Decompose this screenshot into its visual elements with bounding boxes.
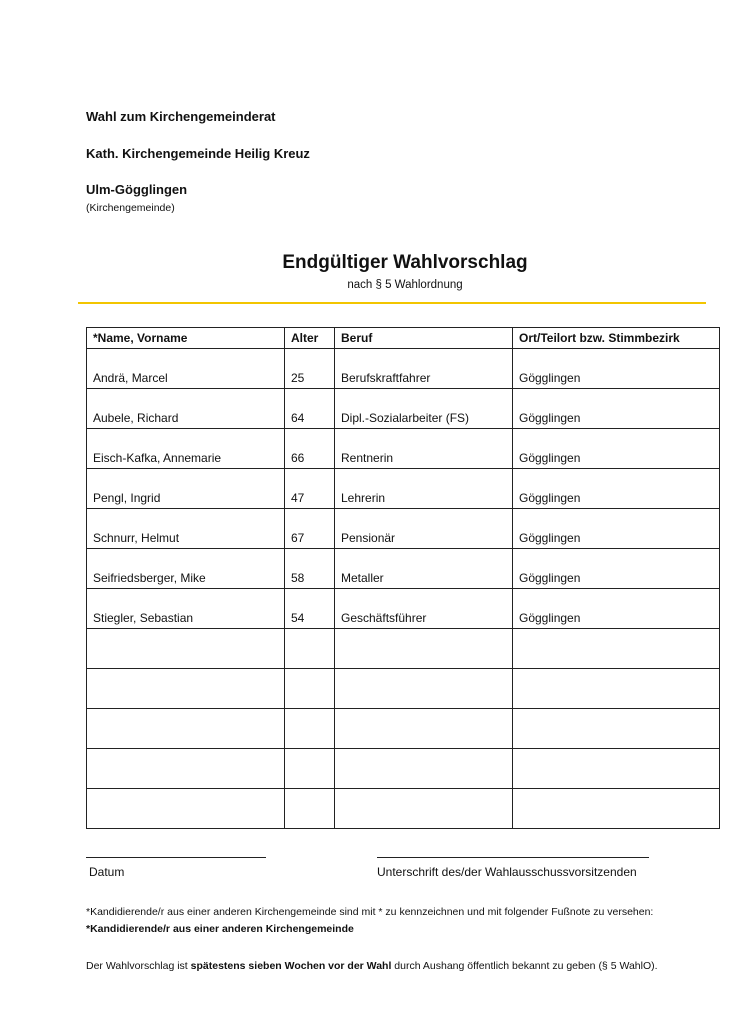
- cell-profession: [335, 669, 513, 709]
- cell-district: Gögglingen: [513, 509, 720, 549]
- cell-age: 66: [285, 429, 335, 469]
- table-row: [87, 509, 720, 549]
- cell-district: [513, 709, 720, 749]
- accent-rule: [78, 302, 706, 304]
- footnote-publication-deadline: spätestens sieben Wochen vor der Wahl: [190, 960, 392, 972]
- cell-age: 58: [285, 549, 335, 589]
- header-line-election: Wahl zum Kirchengemeinderat: [86, 109, 276, 124]
- footnote-instruction: *Kandidierende/r aus einer anderen Kirchengemeinde sind mit * zu kennzeichnen und mit folgender Fußnote zu versehen:: [86, 906, 654, 918]
- cell-profession: Lehrerin: [335, 469, 513, 509]
- date-label: Datum: [89, 865, 125, 879]
- cell-name: [87, 749, 285, 789]
- column-header-name: *Name, Vorname: [87, 328, 285, 349]
- cell-district: Gögglingen: [513, 589, 720, 629]
- cell-district: Gögglingen: [513, 389, 720, 429]
- signature-label: Unterschrift des/der Wahlausschussvorsitzenden: [377, 865, 637, 879]
- cell-age: 47: [285, 469, 335, 509]
- cell-name: Eisch-Kafka, Annemarie: [87, 429, 285, 469]
- cell-name: [87, 669, 285, 709]
- cell-district: Gögglingen: [513, 349, 720, 389]
- cell-profession: [335, 789, 513, 829]
- cell-age: [285, 789, 335, 829]
- date-signature-line: [86, 857, 266, 858]
- cell-name: Seifriedsberger, Mike: [87, 549, 285, 589]
- cell-age: 64: [285, 389, 335, 429]
- footnote-example: *Kandidierende/r aus einer anderen Kirchengemeinde: [86, 923, 354, 935]
- cell-profession: [335, 629, 513, 669]
- cell-district: [513, 749, 720, 789]
- column-header-age: Alter: [285, 328, 335, 349]
- page-subtitle: nach § 5 Wahlordnung: [347, 279, 463, 291]
- cell-district: [513, 789, 720, 829]
- column-header-profession: Beruf: [335, 328, 513, 349]
- cell-name: Stiegler, Sebastian: [87, 589, 285, 629]
- cell-district: [513, 669, 720, 709]
- table-row: [87, 469, 720, 509]
- header-location-caption: (Kirchengemeinde): [86, 202, 175, 214]
- column-header-district: Ort/Teilort bzw. Stimmbezirk: [513, 328, 720, 349]
- cell-name: [87, 709, 285, 749]
- cell-profession: [335, 709, 513, 749]
- cell-age: 54: [285, 589, 335, 629]
- cell-profession: Pensionär: [335, 509, 513, 549]
- table-row: [87, 429, 720, 469]
- cell-name: Pengl, Ingrid: [87, 469, 285, 509]
- footnote-publication-end: durch Aushang öffentlich bekannt zu geben (§ 5 WahlO).: [391, 960, 658, 972]
- cell-name: Andrä, Marcel: [87, 349, 285, 389]
- cell-district: Gögglingen: [513, 469, 720, 509]
- cell-age: [285, 669, 335, 709]
- table-row-empty: [87, 669, 720, 709]
- cell-district: [513, 629, 720, 669]
- cell-name: Aubele, Richard: [87, 389, 285, 429]
- header-line-parish: Kath. Kirchengemeinde Heilig Kreuz: [86, 146, 310, 161]
- header-line-location: Ulm-Gögglingen: [86, 182, 188, 197]
- cell-age: [285, 709, 335, 749]
- cell-profession: Geschäftsführer: [335, 589, 513, 629]
- page-title: Endgültiger Wahlvorschlag: [282, 252, 528, 273]
- cell-profession: [335, 749, 513, 789]
- table-row-empty: [87, 709, 720, 749]
- cell-profession: Dipl.-Sozialarbeiter (FS): [335, 389, 513, 429]
- table-row: [87, 389, 720, 429]
- cell-name: [87, 629, 285, 669]
- cell-age: [285, 749, 335, 789]
- cell-age: 67: [285, 509, 335, 549]
- table-row-empty: [87, 789, 720, 829]
- cell-age: [285, 629, 335, 669]
- cell-profession: Rentnerin: [335, 429, 513, 469]
- table-header-row: [87, 328, 720, 349]
- cell-profession: Berufskraftfahrer: [335, 349, 513, 389]
- cell-district: Gögglingen: [513, 549, 720, 589]
- footnote-publication: [86, 960, 658, 972]
- cell-age: 25: [285, 349, 335, 389]
- table-row-empty: [87, 749, 720, 789]
- table-row: [87, 589, 720, 629]
- cell-profession: Metaller: [335, 549, 513, 589]
- cell-name: Schnurr, Helmut: [87, 509, 285, 549]
- candidate-table: [86, 327, 720, 829]
- footnote-publication-start: Der Wahlvorschlag ist: [86, 960, 191, 972]
- table-row-empty: [87, 629, 720, 669]
- chair-signature-line: [377, 857, 649, 858]
- table-row: [87, 349, 720, 389]
- cell-district: Gögglingen: [513, 429, 720, 469]
- table-row: [87, 549, 720, 589]
- cell-name: [87, 789, 285, 829]
